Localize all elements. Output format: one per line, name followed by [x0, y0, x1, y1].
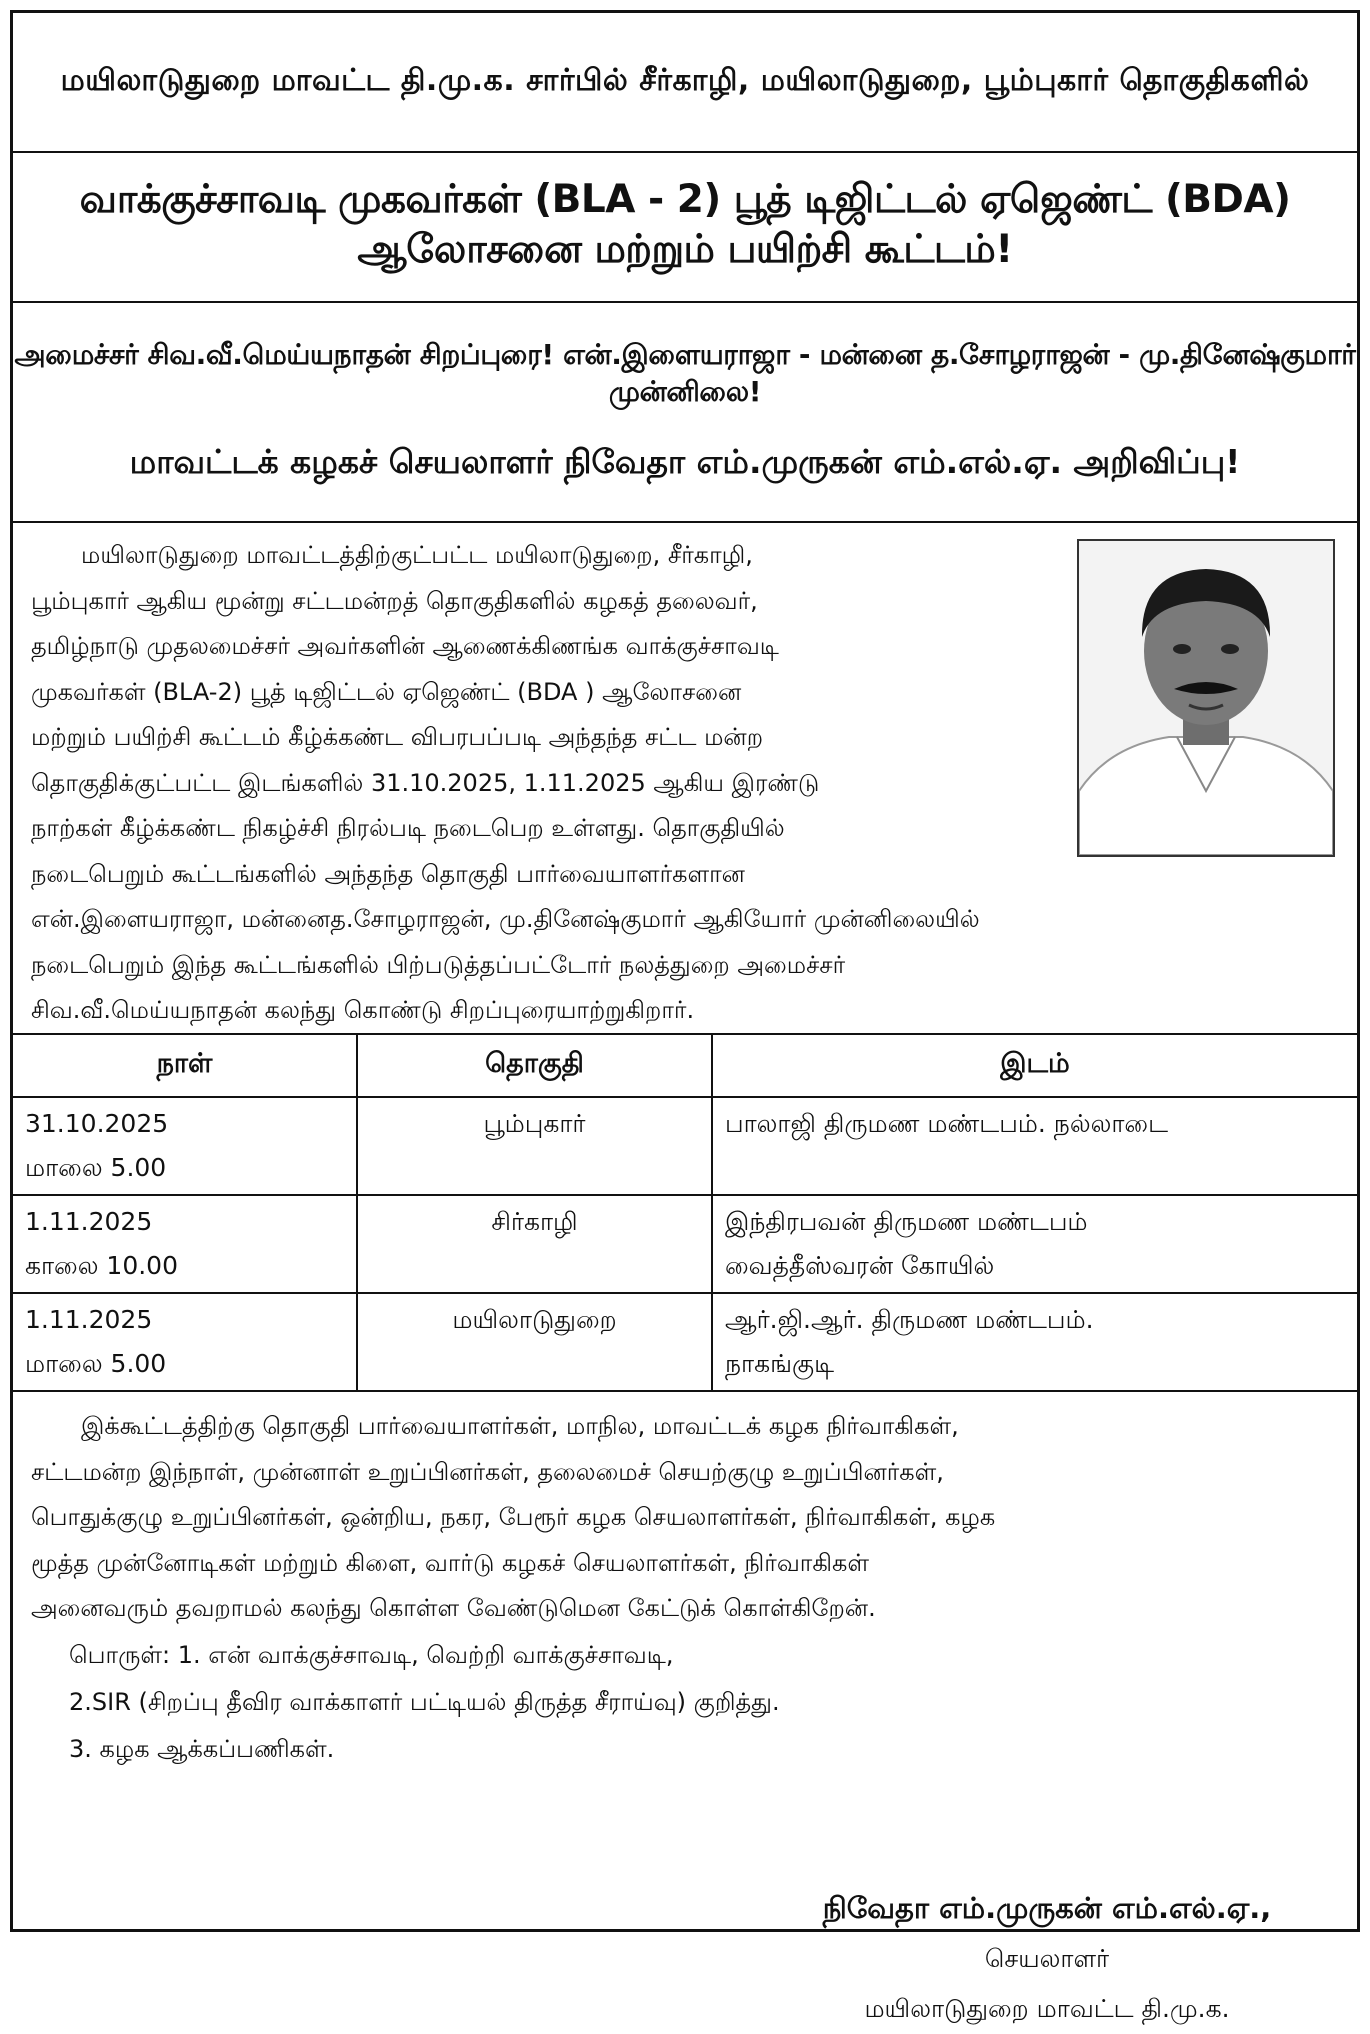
- body-line: தொகுதிக்குட்பட்ட இடங்களில் 31.10.2025, 1.11.2025 ஆகிய இரண்டு: [31, 768, 820, 797]
- venue-line: வைத்தீஸ்வரன் கோயில்: [725, 1251, 995, 1280]
- date-cell: [13, 1195, 357, 1293]
- time: மாலை 5.00: [25, 1349, 167, 1378]
- notice-page: [10, 10, 1360, 2023]
- body-line: மயிலாடுதுறை மாவட்டத்திற்குட்பட்ட மயிலாடுதுறை, சீர்காழி,: [81, 541, 753, 569]
- body-line: நாற்கள் கீழ்க்கண்ட நிகழ்ச்சி நிரல்படி நடைபெற உள்ளது. தொகுதியில்: [31, 814, 785, 842]
- venue-line: ஆர்.ஜி.ஆர். திருமண மண்டபம்.: [725, 1305, 1094, 1334]
- body-line: சிவ.வீ.மெய்யநாதன் கலந்து கொண்டு சிறப்புரையாற்றுகிறார்.: [31, 996, 695, 1024]
- footer-line: அனைவரும் தவறாமல் கலந்து கொள்ள வேண்டுமென கேட்டுக் கொள்கிறேன்.: [31, 1594, 876, 1622]
- venue-line: இந்திரபவன் திருமண மண்டபம்: [725, 1207, 1088, 1236]
- subject-list: [31, 1632, 1339, 1773]
- signatory-name: நிவேதா எம்.முருகன் எம்.எல்.ஏ.,: [822, 1891, 1272, 1925]
- signature-block: [767, 1882, 1327, 2034]
- footer-line: இக்கூட்டத்திற்கு தொகுதி பார்வையாளர்கள், மாநில, மாவட்டக் கழக நிர்வாகிகள்,: [81, 1412, 959, 1440]
- table-row: [13, 1293, 1357, 1391]
- schedule-table: [13, 1035, 1357, 1392]
- date: 1.11.2025: [25, 1305, 153, 1334]
- invitation-paragraph: [31, 1404, 1339, 1632]
- table-row: [13, 1195, 1357, 1293]
- header-line-1: மயிலாடுதுறை மாவட்ட தி.மு.க. சார்பில் சீர்காழி, மயிலாடுதுறை, பூம்புகார் தொகுதிகளில்: [13, 13, 1357, 153]
- date-cell: [13, 1097, 357, 1195]
- subject-item: பொருள்: 1. என் வாக்குச்சாவடி, வெற்றி வாக்குச்சாவடி,: [69, 1640, 674, 1669]
- signatory-org: மயிலாடுதுறை மாவட்ட தி.மு.க.: [864, 1994, 1230, 2023]
- time: மாலை 5.00: [25, 1153, 167, 1182]
- time: காலை 10.00: [25, 1251, 178, 1280]
- footer-line: பொதுக்குழு உறுப்பினர்கள், ஒன்றிய, நகர, பேரூர் கழக செயலாளர்கள், நிர்வாகிகள், கழக: [31, 1503, 996, 1531]
- body-line: மற்றும் பயிற்சி கூட்டம் கீழ்க்கண்ட விபரபப்படி அந்தந்த சட்ட மன்ற: [31, 723, 764, 751]
- header-constituency: தொகுதி: [357, 1035, 712, 1097]
- body-section: [13, 523, 1357, 1035]
- header-date: நாள்: [13, 1035, 357, 1097]
- body-paragraph: [31, 533, 1341, 1034]
- schedule-header-row: [13, 1035, 1357, 1097]
- header-subtitle-block: [13, 303, 1357, 523]
- footer-section: [13, 1392, 1357, 2023]
- venue-cell: [712, 1097, 1357, 1195]
- venue-line: நாகங்குடி: [725, 1349, 834, 1378]
- signatory-role: செயலாளர்: [984, 1944, 1110, 1973]
- date: 31.10.2025: [25, 1109, 169, 1138]
- date-cell: [13, 1293, 357, 1391]
- constituency-cell: சிர்காழி: [357, 1195, 712, 1293]
- body-line: முகவர்கள் (BLA-2) பூத் டிஜிட்டல் ஏஜெண்ட் (BDA ) ஆலோசனை: [31, 677, 742, 706]
- header-line-4: மாவட்டக் கழகச் செயலாளர் நிவேதா எம்.முருகன் எம்.எல்.ஏ. அறிவிப்பு!: [129, 442, 1241, 481]
- date: 1.11.2025: [25, 1207, 153, 1236]
- body-line: தமிழ்நாடு முதலமைச்சர் அவர்களின் ஆணைக்கிணங்க வாக்குச்சாவடி: [31, 632, 779, 660]
- venue-cell: [712, 1293, 1357, 1391]
- subject-item: 3. கழக ஆக்கப்பணிகள்.: [69, 1734, 335, 1763]
- subject-item: 2.SIR (சிறப்பு தீவிர வாக்காளர் பட்டியல் திருத்த சீராய்வு) குறித்து.: [69, 1687, 780, 1716]
- header-venue: இடம்: [712, 1035, 1357, 1097]
- constituency-cell: பூம்புகார்: [357, 1097, 712, 1195]
- body-line: என்.இளையராஜா, மன்னைத.சோழராஜன், மு.தினேஷ்குமார் ஆகியோர் முன்னிலையில்: [31, 905, 980, 933]
- header-line-3: அமைச்சர் சிவ.வீ.மெய்யநாதன் சிறப்புரை! என்.இளையராஜா - மன்னை த.சோழராஜன் - மு.தினேஷ்குமார் முன்னிலை!: [14, 338, 1356, 408]
- venue-line: பாலாஜி திருமண மண்டபம். நல்லாடை: [725, 1109, 1168, 1138]
- body-line: நடைபெறும் கூட்டங்களில் அந்தந்த தொகுதி பார்வையாளர்களான: [31, 859, 745, 888]
- body-line: பூம்புகார் ஆகிய மூன்று சட்டமன்றத் தொகுதிகளில் கழகத் தலைவர்,: [31, 586, 758, 615]
- header-title: வாக்குச்சாவடி முகவர்கள் (BLA - 2) பூத் டிஜிட்டல் ஏஜெண்ட் (BDA) ஆலோசனை மற்றும் பயிற்சி கூட்டம்!: [13, 153, 1357, 303]
- table-row: [13, 1097, 1357, 1195]
- footer-line: சட்டமன்ற இந்நாள், முன்னாள் உறுப்பினர்கள், தலைமைச் செயற்குழு உறுப்பினர்கள்,: [31, 1457, 944, 1486]
- body-line: நடைபெறும் இந்த கூட்டங்களில் பிற்படுத்தப்பட்டோர் நலத்துறை அமைச்சர்: [31, 950, 846, 979]
- footer-line: மூத்த முன்னோடிகள் மற்றும் கிளை, வார்டு கழகச் செயலாளர்கள், நிர்வாகிகள்: [31, 1548, 870, 1577]
- venue-cell: [712, 1195, 1357, 1293]
- constituency-cell: மயிலாடுதுறை: [357, 1293, 712, 1391]
